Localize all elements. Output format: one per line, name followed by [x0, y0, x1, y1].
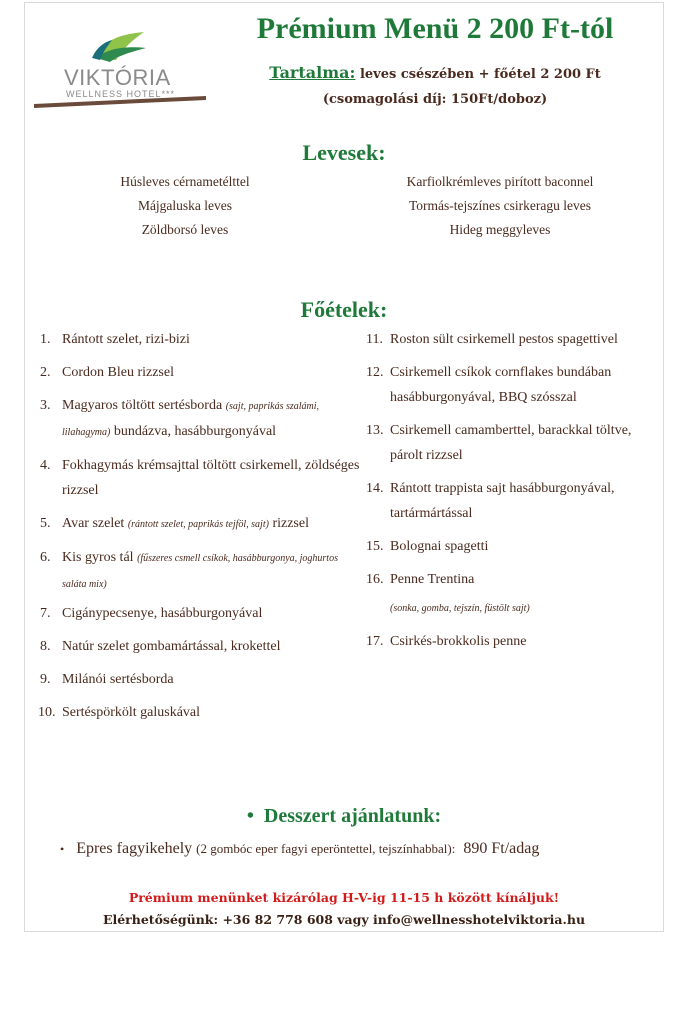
item-number: 1. [40, 332, 51, 347]
bullet-icon: • [246, 805, 254, 827]
item-note: (fűszeres csmell csíkok, hasábburgonya, joghurtos saláta mix) [62, 553, 338, 590]
menu-item [40, 511, 360, 537]
item-text: Avar szelet [62, 516, 125, 531]
soups-heading: Levesek: [302, 140, 386, 165]
item-text: Magyaros töltött sertésborda [62, 398, 223, 413]
item-number: 10. [38, 705, 56, 720]
item-number: 16. [366, 572, 384, 587]
item-text: Penne Trentina [390, 572, 475, 587]
menu-item [366, 476, 666, 526]
mains-heading: Főételek: [300, 297, 388, 322]
item-number: 12. [366, 365, 384, 380]
item-number: 17. [366, 634, 384, 649]
soup-item: Májgaluska leves [137, 198, 233, 213]
menu-item [366, 360, 666, 410]
menu-item [40, 393, 360, 445]
item-note: (sajt, paprikás szalámi, lilahagyma) [62, 401, 320, 438]
soup-item: Tormás-tejszínes csirkeragu leves [409, 198, 591, 213]
item-text: Natúr szelet gombamártással, krokettel [62, 639, 281, 654]
item-note: (sonka, gomba, tejszín, füstölt sajt) [390, 603, 530, 614]
dessert-description: (2 gombóc eper fagyi eperöntettel, tejszínhabbal): [196, 841, 456, 856]
item-text: Roston sült csirkemell pestos spagettivel [390, 332, 618, 347]
mains-right [366, 327, 666, 654]
menu-item [40, 601, 360, 626]
item-text: Csirkemell csíkok cornflakes bundában hasábburgonyával, BBQ szósszal [390, 365, 612, 405]
item-number: 9. [40, 672, 51, 687]
item-number: 8. [40, 639, 51, 654]
item-number: 5. [40, 516, 51, 531]
menu-item [40, 634, 360, 659]
menu-item [366, 629, 666, 654]
logo-subtitle: WELLNESS HOTEL*** [66, 89, 176, 99]
item-text: Kis gyros tál [62, 550, 134, 565]
item-text: Cordon Bleu rizzsel [62, 365, 174, 380]
item-text: Cigánypecsenye, hasábburgonyával [62, 606, 263, 621]
dessert-heading-text: Desszert ajánlatunk: [263, 805, 442, 827]
item-number: 2. [40, 365, 51, 380]
item-text: Csirkemell camamberttel, barackkal töltve, párolt rizzsel [390, 423, 632, 463]
soups-right [360, 170, 640, 242]
dessert-name: Epres fagyikehely [76, 840, 193, 857]
hotel-logo [34, 28, 209, 112]
packaging-fee: (csomagolási díj: 150Ft/doboz) [322, 92, 548, 107]
item-number: 7. [40, 606, 51, 621]
item-text: Fokhagymás krémsajttal töltött csirkemell, zöldséges rizzsel [62, 458, 360, 498]
dessert-price: 890 Ft/adag [463, 840, 540, 857]
item-text: Csirkés-brokkolis penne [390, 634, 527, 649]
menu-item [40, 453, 360, 503]
dessert-item [60, 840, 660, 858]
menu-item [40, 545, 360, 597]
menu-item [40, 327, 360, 352]
menu-item [40, 667, 360, 692]
menu-item [366, 567, 666, 621]
menu-item [40, 700, 360, 725]
mains-left [40, 327, 360, 725]
item-text: Rántott szelet, rizi-bizi [62, 332, 190, 347]
page-title: Prémium Menü 2 200 Ft-tól [256, 12, 614, 45]
item-number: 14. [366, 481, 384, 496]
soup-item: Karfiolkrémleves pirított baconnel [406, 174, 594, 189]
dessert-heading [0, 805, 688, 828]
menu-item [366, 534, 666, 559]
item-text: Bolognai spagetti [390, 539, 489, 554]
contact-info: Elérhetőségünk: +36 82 778 608 vagy info@wellnesshotelviktoria.hu [102, 912, 586, 927]
menu-item [366, 418, 666, 468]
item-number: 15. [366, 539, 384, 554]
soup-item: Hideg meggyleves [449, 222, 551, 237]
bullet-icon: • [60, 842, 65, 856]
item-number: 3. [40, 398, 51, 413]
soups-left [60, 170, 310, 242]
contents-label: Tartalma: [269, 63, 356, 82]
item-number: 6. [40, 550, 51, 565]
contents-text: leves csészében + főétel 2 200 Ft [359, 67, 601, 82]
item-text: Milánói sertésborda [62, 672, 174, 687]
item-number: 11. [366, 332, 383, 347]
item-number: 4. [40, 458, 51, 473]
item-text: Rántott trappista sajt hasábburgonyával, tartármártással [390, 481, 615, 521]
soup-item: Zöldborsó leves [141, 222, 229, 237]
availability-notice: Prémium menünket kizárólag H-V-ig 11-15 h között kínáljuk! [128, 890, 560, 905]
item-number: 13. [366, 423, 384, 438]
item-text-tail: bundázva, hasábburgonyával [113, 424, 277, 439]
menu-item [40, 360, 360, 385]
item-text-tail: rizzsel [272, 516, 309, 531]
menu-item [366, 327, 666, 352]
contents-line [212, 63, 658, 82]
soup-item: Húsleves cérnametélttel [120, 174, 250, 189]
item-text: Sertéspörkölt galuskával [62, 705, 201, 720]
logo-name: VIKTÓRIA [64, 65, 171, 90]
item-note: (rántott szelet, paprikás tejföl, sajt) [127, 519, 269, 530]
